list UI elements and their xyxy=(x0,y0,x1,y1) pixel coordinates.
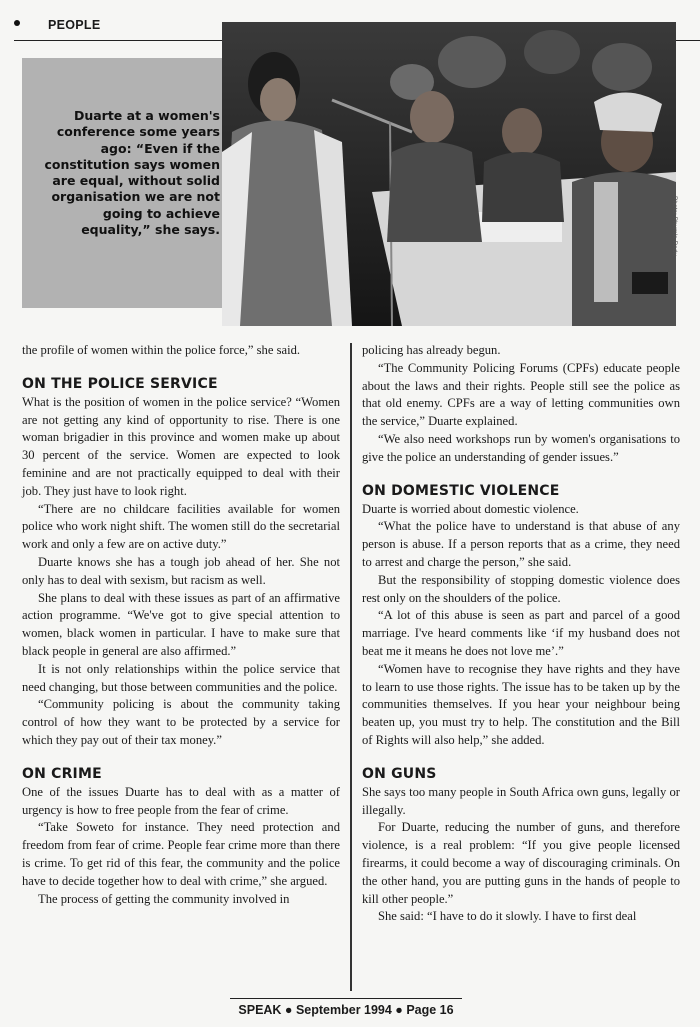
paragraph: The process of getting the community involved in xyxy=(38,891,290,906)
photo-credit: Photo: Phumla Radu xyxy=(671,196,678,256)
subheading-domestic-violence: ON DOMESTIC VIOLENCE xyxy=(362,482,560,499)
paragraph: She plans to deal with these issues as part of an affirmative action programme. “We've got to give special attention to women, black women in particular. I have to make sure that black people in general are also affirmed.” xyxy=(22,590,340,658)
paragraph: “We also need workshops run by women's organisations to give the police an understanding of gender issues.” xyxy=(362,431,680,464)
subheading-crime: ON CRIME xyxy=(22,765,102,782)
paragraph: She said: “I have to do it slowly. I have to first deal xyxy=(378,909,637,924)
paragraph: “Take Soweto for instance. They need protection and freedom from fear of crime. People fear crime more than there is crime. To get rid of this fear, the community and the police have to decide together how to deal with crime,” she argued. xyxy=(22,820,340,888)
paragraph: the profile of women within the police force,” she said. xyxy=(22,343,301,357)
column-divider xyxy=(350,343,352,991)
bullet-icon xyxy=(14,20,20,26)
paragraph: What is the position of women in the police service? “Women are not getting any kind of opportunity to rise. There is one woman brigadier in this province and women make up about 30 percent of the service. Women are expected to look feminine and are not practically equipped to deal with their job. They just have to look right. xyxy=(22,394,340,498)
paragraph: It is not only relationships within the police service that need changing, but those between communities and the police. xyxy=(22,661,340,694)
paragraph: policing has already begun. xyxy=(362,343,501,357)
paragraph: “What the police have to understand is that abuse of any person is abuse. If a person reports that as a crime, they need to arrest and charge the person,” she said. xyxy=(362,519,680,569)
subheading-police-service: ON THE POLICE SERVICE xyxy=(22,375,218,392)
page-footer: SPEAK ● September 1994 ● Page 16 xyxy=(230,998,462,1023)
paragraph: Duarte knows she has a tough job ahead of her. She not only has to deal with sexism, but racism as well. xyxy=(22,554,340,587)
article-column-left xyxy=(22,342,340,908)
paragraph: She says too many people in South Africa own guns, legally or illegally. xyxy=(362,784,680,817)
paragraph: One of the issues Duarte has to deal with as a matter of urgency is how to free people from the fear of crime. xyxy=(22,784,340,817)
paragraph: “The Community Policing Forums (CPFs) educate people about the laws and their rights. People still see the police as that old enemy. CPFs are a way of letting communities own the service,” Duarte explained. xyxy=(362,360,680,429)
paragraph: Duarte is worried about domestic violence. xyxy=(362,501,579,516)
paragraph: But the responsibility of stopping domestic violence does rest only on the shoulders of the police. xyxy=(362,572,680,605)
paragraph: “Women have to recognise they have rights and they have to learn to use those rights. The issue has to be taken up by the communities themselves. If you hear your neighbour being beaten up, you must try to help. The constitution and the Bill of Rights will also help,” she added. xyxy=(362,661,680,747)
paragraph: “A lot of this abuse is seen as part and parcel of a good marriage. I've heard comments like ‘if my husband does not beat me it means he does not love me’.” xyxy=(362,608,680,658)
conference-photo xyxy=(222,22,676,326)
photo-caption: Duarte at a women's conference some years ago: “Even if the constitution says women are equal, without solid organisation we are not going to achieve equality,” she says. xyxy=(44,108,220,238)
article-column-right xyxy=(362,342,680,926)
subheading-guns: ON GUNS xyxy=(362,765,437,782)
caption-box xyxy=(22,58,230,308)
paragraph: “Community policing is about the community taking control of how they want to be protected by a service for which they pay out of their tax money.” xyxy=(22,697,340,747)
section-label: PEOPLE xyxy=(48,18,101,32)
paragraph: For Duarte, reducing the number of guns, and therefore violence, is a real problem: “If you give people licensed firearms, it could become a way of discouraging criminals. On the other hand, you are putting guns in the hands of people to kill other people.” xyxy=(362,820,680,906)
paragraph: “There are no childcare facilities available for women police who work night shift. The women still do the secretarial work and only a few are on active duty.” xyxy=(22,501,340,552)
